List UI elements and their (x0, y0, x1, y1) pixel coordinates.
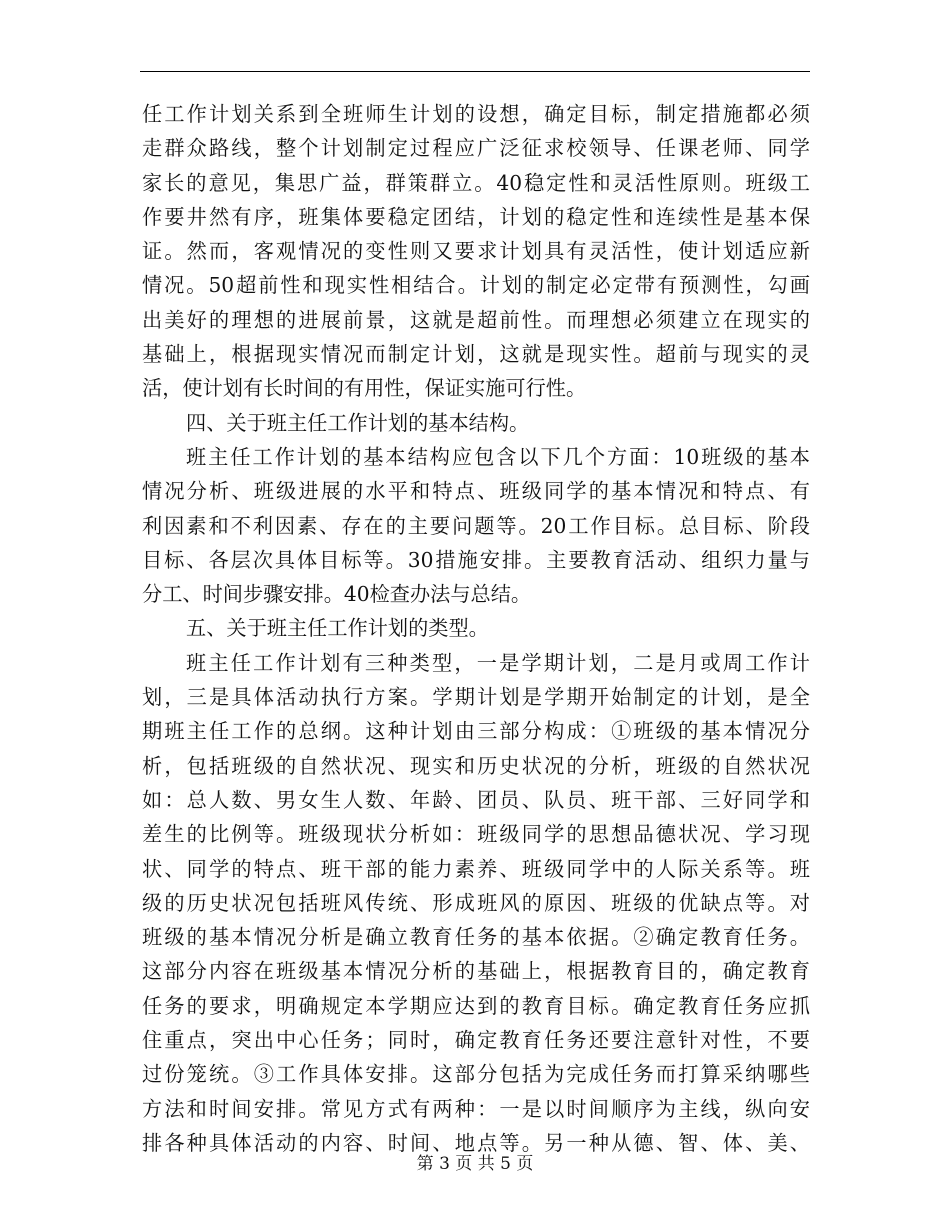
paragraph-line: 任工作计划关系到全班师生计划的设想，确定目标，制定措施都必须 (142, 102, 810, 126)
paragraph-line: 过份笼统。③工作具体安排。这部分包括为完成任务而打算采纳哪些 (142, 1062, 810, 1087)
document-body (142, 97, 810, 1160)
paragraph-line: 出美好的理想的进展前景，这就是超前性。而理想必须建立在现实的 (142, 307, 810, 332)
paragraph-line: 划，三是具体活动执行方案。学期计划是学期开始制定的计划，是全 (142, 685, 810, 710)
paragraph-line: 目标、各层次具体目标等。30措施安排。主要教育活动、组织力量与 (142, 547, 810, 572)
header-rule (140, 71, 810, 72)
paragraph-line: 活，使计划有长时间的有用性，保证实施可行性。 (142, 376, 587, 401)
paragraph-line: 证。然而，客观情况的变性则又要求计划具有灵活性，使计划适应新 (142, 239, 810, 264)
paragraph-line: 班主任工作计划的基本结构应包含以下几个方面：10班级的基本 (186, 444, 810, 469)
paragraph-line: 如：总人数、男女生人数、年龄、团员、队员、班干部、三好同学和 (142, 787, 810, 812)
paragraph-line: 利因素和不利因素、存在的主要问题等。20工作目标。总目标、阶段 (142, 513, 810, 538)
paragraph-line: 状、同学的特点、班干部的能力素养、班级同学中的人际关系等。班 (142, 856, 810, 881)
paragraph-line: 情况分析、班级进展的水平和特点、班级同学的基本情况和特点、有 (142, 479, 810, 504)
paragraph-line: 方法和时间安排。常见方式有两种：一是以时间顺序为主线，纵向安 (142, 1096, 810, 1121)
paragraph-line: 级的历史状况包括班风传统、形成班风的原因、班级的优缺点等。对 (142, 890, 810, 915)
paragraph-line: 班级的基本情况分析是确立教育任务的基本依据。②确定教育任务。 (142, 925, 810, 950)
paragraph-line: 期班主任工作的总纲。这种计划由三部分构成：①班级的基本情况分 (142, 719, 810, 744)
paragraph-line: 任务的要求，明确规定本学期应达到的教育目标。确定教育任务应抓 (142, 993, 810, 1018)
paragraph-line: 基础上，根据现实情况而制定计划，这就是现实性。超前与现实的灵 (142, 342, 810, 367)
paragraph-line: 析，包括班级的自然状况、现实和历史状况的分析，班级的自然状况 (142, 753, 810, 778)
paragraph-line: 分工、时间步骤安排。40检查办法与总结。 (142, 582, 532, 607)
page-footer: 第 3 页 共 5 页 (416, 1154, 534, 1174)
paragraph-line: 走群众路线，整个计划制定过程应广泛征求校领导、任课老师、同学 (142, 136, 810, 161)
paragraph-line: 住重点，突出中心任务；同时，确定教育任务还要注意针对性，不要 (142, 1028, 810, 1053)
paragraph-line: 情况。50超前性和现实性相结合。计划的制定必定带有预测性，勾画 (142, 273, 810, 298)
paragraph-line: 作要井然有序，班集体要稳定团结，计划的稳定性和连续性是基本保 (142, 204, 810, 229)
section-heading: 四、关于班主任工作计划的基本结构。 (186, 410, 530, 435)
paragraph-line: 家长的意见，集思广益，群策群立。40稳定性和灵活性原则。班级工 (142, 170, 810, 195)
paragraph-line: 排各种具体活动的内容、时间、地点等。另一种从德、智、体、美、 (142, 1130, 810, 1155)
paragraph-line: 班主任工作计划有三种类型，一是学期计划，二是月或周工作计 (186, 650, 810, 675)
section-heading: 五、关于班主任工作计划的类型。 (186, 616, 489, 641)
paragraph-line: 差生的比例等。班级现状分析如：班级同学的思想品德状况、学习现 (142, 822, 810, 847)
paragraph-line: 这部分内容在班级基本情况分析的基础上，根据教育目的，确定教育 (142, 959, 810, 984)
